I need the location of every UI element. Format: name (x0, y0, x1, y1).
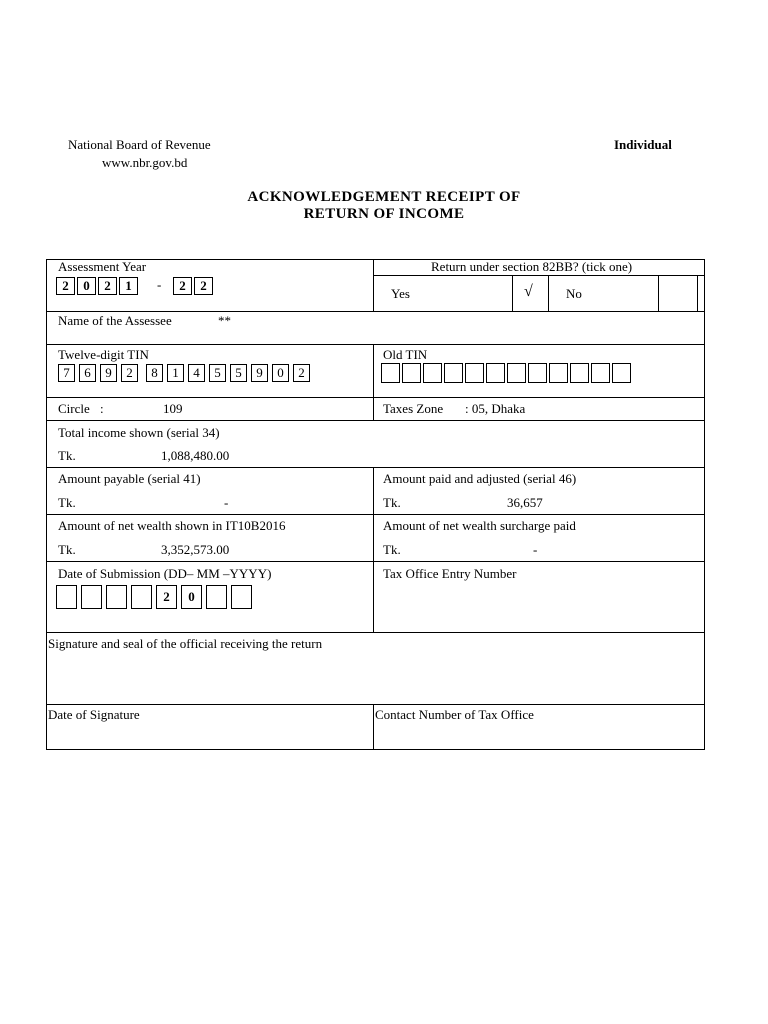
surcharge-label: Amount of net wealth surcharge paid (383, 518, 576, 533)
divider (46, 704, 705, 705)
amount-payable-value[interactable]: - (224, 495, 229, 510)
return-form (46, 259, 705, 750)
digit-box (423, 363, 442, 383)
divider (373, 704, 374, 750)
digit-box: 1 (119, 277, 138, 295)
divider (46, 311, 705, 312)
assessee-label: Name of the Assessee (58, 313, 172, 328)
total-income-value[interactable]: 1,088,480.00 (161, 448, 230, 463)
tin-digits[interactable] (58, 364, 314, 382)
assessee-type: Individual (614, 137, 672, 152)
divider (373, 275, 705, 276)
divider (46, 514, 705, 515)
digit-box (106, 585, 127, 609)
digit-box: 1 (167, 364, 184, 382)
digit-box (444, 363, 463, 383)
digit-box (570, 363, 589, 383)
divider (658, 275, 659, 311)
taxes-zone-value[interactable]: : 05, Dhaka (465, 401, 526, 416)
digit-box: 9 (100, 364, 117, 382)
digit-box (612, 363, 631, 383)
digit-box: 9 (251, 364, 268, 382)
taxes-zone-label: Taxes Zone (383, 401, 444, 416)
submission-date-label: Date of Submission (DD– MM –YYYY) (58, 566, 272, 581)
net-wealth-value[interactable]: 3,352,573.00 (161, 542, 230, 557)
surcharge-currency: Tk. (383, 542, 401, 557)
year-separator: - (157, 277, 162, 292)
digit-box: 0 (272, 364, 289, 382)
digit-box: 2 (293, 364, 310, 382)
divider (373, 259, 374, 311)
digit-box (507, 363, 526, 383)
digit-box: 2 (121, 364, 138, 382)
return-82bb-question: Return under section 82BB? (tick one) (431, 259, 633, 274)
digit-box: 7 (58, 364, 75, 382)
digit-box: 6 (79, 364, 96, 382)
divider (46, 632, 705, 633)
digit-box (56, 585, 77, 609)
digit-box: 8 (146, 364, 163, 382)
digit-box (231, 585, 252, 609)
digit-box: 0 (181, 585, 202, 609)
digit-box (549, 363, 568, 383)
amount-paid-value[interactable]: 36,657 (507, 495, 543, 510)
digit-box (591, 363, 610, 383)
amount-paid-currency: Tk. (383, 495, 401, 510)
digit-box: 2 (173, 277, 192, 295)
digit-box (465, 363, 484, 383)
signature-label: Signature and seal of the official receiving the return (48, 636, 323, 651)
digit-box (81, 585, 102, 609)
org-name: National Board of Revenue (68, 137, 211, 152)
website: www.nbr.gov.bd (102, 155, 188, 170)
divider (373, 467, 374, 632)
total-income-label: Total income shown (serial 34) (58, 425, 220, 440)
digit-box: 4 (188, 364, 205, 382)
contact-number-label: Contact Number of Tax Office (375, 707, 534, 722)
yes-label: Yes (391, 286, 410, 301)
digit-box: 2 (194, 277, 213, 295)
assessment-year-label: Assessment Year (58, 259, 147, 274)
amount-payable-label: Amount payable (serial 41) (58, 471, 201, 486)
digit-box (486, 363, 505, 383)
digit-box (528, 363, 547, 383)
page-title-line2: RETURN OF INCOME (303, 206, 465, 222)
tin-label: Twelve-digit TIN (58, 347, 149, 362)
date-of-signature-label: Date of Signature (48, 707, 140, 722)
net-wealth-label: Amount of net wealth shown in IT10B2016 (58, 518, 286, 533)
digit-box (381, 363, 400, 383)
digit-box (131, 585, 152, 609)
digit-box: 5 (230, 364, 247, 382)
digit-box: 2 (156, 585, 177, 609)
yes-tick[interactable]: √ (524, 283, 533, 300)
divider (46, 467, 705, 468)
old-tin-label: Old TIN (383, 347, 428, 362)
assessee-value[interactable]: ** (218, 313, 231, 328)
amount-paid-label: Amount paid and adjusted (serial 46) (383, 471, 577, 486)
digit-box: 0 (77, 277, 96, 295)
tax-office-entry-label: Tax Office Entry Number (383, 566, 517, 581)
digit-box (402, 363, 421, 383)
circle-label: Circle (58, 401, 90, 416)
divider (512, 275, 513, 311)
digit-box: 2 (98, 277, 117, 295)
divider (46, 561, 705, 562)
page-title-line1: ACKNOWLEDGEMENT RECEIPT OF (247, 189, 521, 205)
circle-value[interactable]: 109 (163, 401, 183, 416)
divider (46, 397, 705, 398)
divider (46, 420, 705, 421)
digit-box (206, 585, 227, 609)
submission-date-digits[interactable] (56, 585, 256, 609)
digit-box: 2 (56, 277, 75, 295)
assessment-year-end[interactable] (173, 277, 215, 295)
no-label: No (566, 286, 582, 301)
divider (697, 275, 698, 311)
old-tin-digits[interactable] (381, 363, 633, 383)
surcharge-value[interactable]: - (533, 542, 538, 557)
amount-payable-currency: Tk. (58, 495, 76, 510)
circle-sep: : (100, 401, 104, 416)
divider (548, 275, 549, 311)
net-wealth-currency: Tk. (58, 542, 76, 557)
divider (373, 344, 374, 420)
assessment-year-start[interactable] (56, 277, 140, 295)
divider (46, 344, 705, 345)
total-income-currency: Tk. (58, 448, 76, 463)
digit-box: 5 (209, 364, 226, 382)
